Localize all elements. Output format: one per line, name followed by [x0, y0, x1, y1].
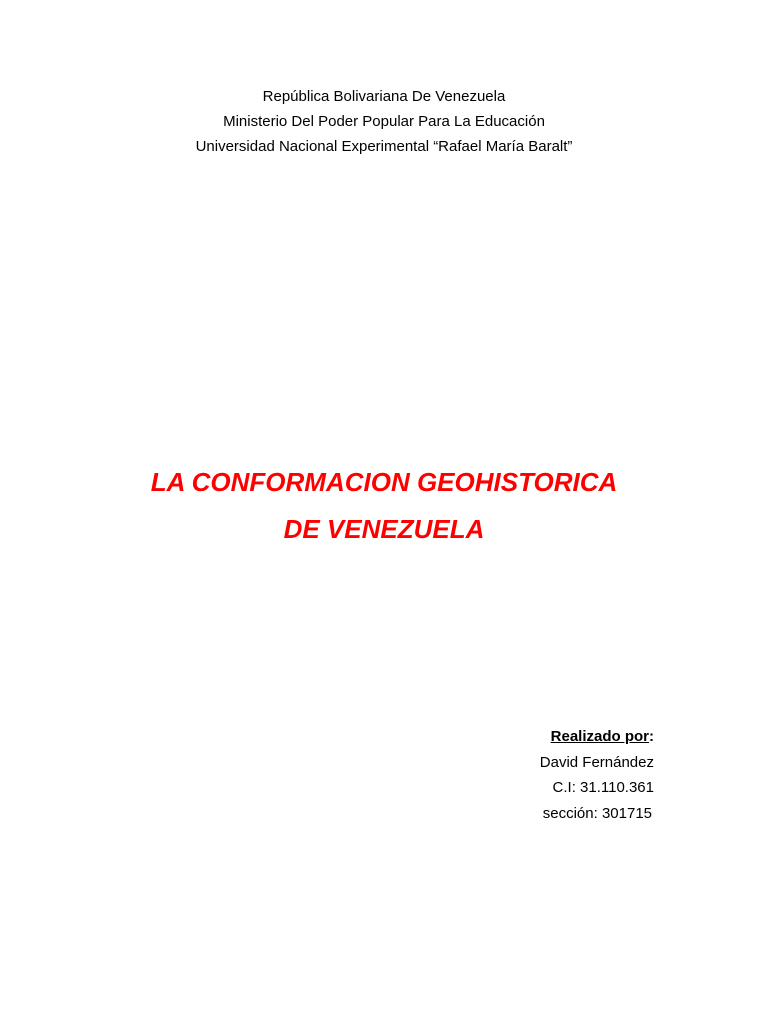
- author-label: [540, 724, 654, 750]
- institution-header: [0, 84, 768, 159]
- header-ministry: Ministerio Del Poder Popular Para La Educación: [223, 113, 545, 130]
- author-name: David Fernández: [539, 753, 654, 771]
- header-country: República Bolivariana De Venezuela: [262, 88, 506, 105]
- document-title: [0, 459, 768, 553]
- header-university: Universidad Nacional Experimental “Rafael María Baralt”: [195, 138, 573, 155]
- author-section: sección: 301715: [542, 804, 652, 822]
- title-line-2: DE VENEZUELA: [283, 514, 485, 544]
- author-block: [540, 724, 654, 826]
- author-label-colon: :: [649, 728, 654, 745]
- title-line-1: LA CONFORMACION GEOHISTORICA: [150, 467, 618, 497]
- author-id: C.I: 31.110.361: [552, 779, 654, 796]
- author-label-text: Realizado por: [550, 728, 649, 745]
